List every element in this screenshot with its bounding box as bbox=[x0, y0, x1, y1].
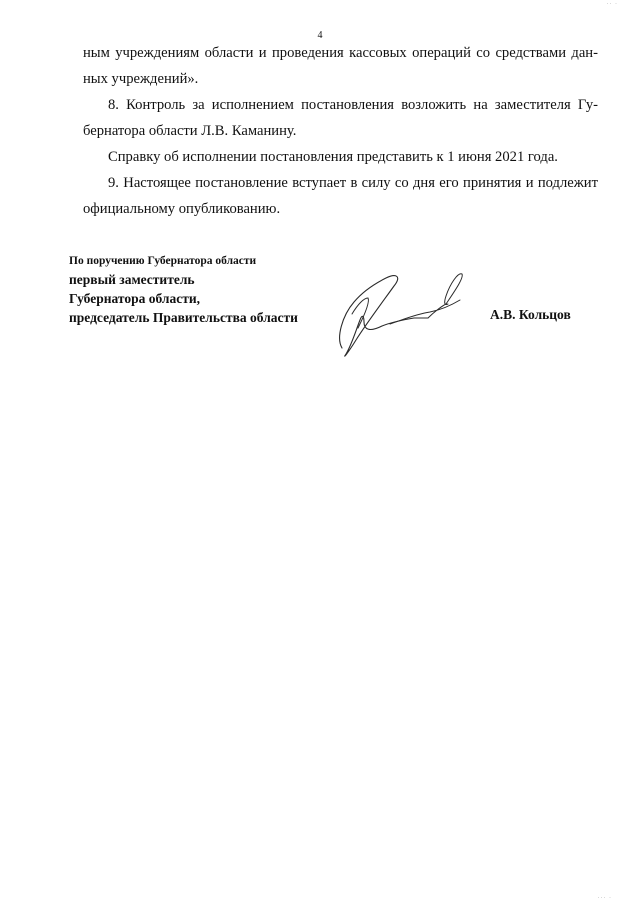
signature-block bbox=[69, 254, 298, 327]
signer-title-line-2: Губернатора области, bbox=[69, 291, 200, 306]
signature-stroke-tail bbox=[390, 274, 462, 324]
signer-title-line-1: первый заместитель bbox=[69, 272, 195, 287]
paragraph-continuation: ным учреждениям области и проведения кассовых операций со средствами данных учреждений». bbox=[83, 45, 598, 87]
paragraph-item-9: 9. Настоящее постановление вступает в силу со дня его принятия и подлежит официальному опубликованию. bbox=[83, 175, 598, 217]
paragraph-report-deadline: Справку об исполнении постановления представить к 1 июня 2021 года. bbox=[108, 149, 558, 165]
corner-mark-top: ·· · bbox=[606, 1, 618, 7]
document-body bbox=[83, 40, 598, 222]
paragraph-item-8: 8. Контроль за исполнением постановления возложить на заместителя Губернатора области Л.В. Каманину. bbox=[83, 97, 598, 139]
handwritten-signature bbox=[330, 268, 480, 368]
page-number: 4 bbox=[317, 30, 323, 41]
signer-title-line-3: председатель Правительства области bbox=[69, 310, 298, 325]
signature-stroke-second bbox=[352, 298, 368, 328]
corner-mark-bottom: ··· · bbox=[597, 895, 612, 901]
signer-name: А.В. Кольцов bbox=[490, 307, 571, 322]
signature-note: По поручению Губернатора области bbox=[69, 255, 257, 267]
